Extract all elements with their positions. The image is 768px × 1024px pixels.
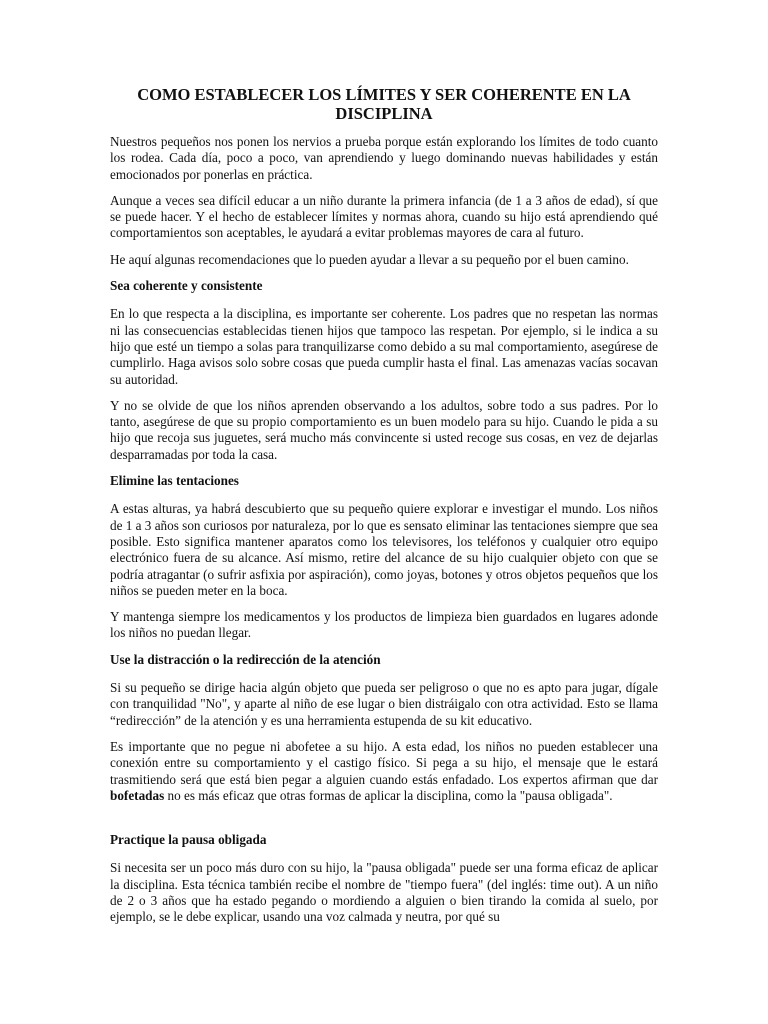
paragraph-text-before-bold: Es importante que no pegue ni abofetee a su hijo. A esta edad, los niños no pueden establecer una conexión entre su comportamiento y el castigo físico. Si pega a su hijo, el mensaje que le estará trasmitiendo será que está bien pegar a alguien cuando estás enfadado. Los expertos afirman que dar [110, 738, 658, 787]
section-heading-pausa-obligada: Practique la pausa obligada [110, 832, 267, 848]
section-tentaciones-paragraph-2: Y mantenga siempre los medicamentos y los productos de limpieza bien guardados en lugares adonde los niños no puedan llegar. [110, 609, 658, 641]
section-heading-coherente: Sea coherente y consistente [110, 278, 263, 294]
section-tentaciones-paragraph-1: A estas alturas, ya habrá descubierto que su pequeño quiere explorar e investigar el mundo. Los niños de 1 a 3 años son curiosos por naturaleza, por lo que es sensato eliminar las tentaciones siempre que sea posible. Esto significa mantener aparatos como los televisores, los teléfonos y cualquier otro equipo electrónico fuera de su alcance. Así mismo, retire del alcance de su hijo cualquier objeto con que se podría atragantar (o sufrir asfixia por aspiración), como joyas, botones y otros objetos pequeños que los niños se pueden meter en la boca. [110, 501, 658, 598]
intro-paragraph-2: Aunque a veces sea difícil educar a un niño durante la primera infancia (de 1 a 3 años de edad), sí que se puede hacer. Y el hecho de establecer límites y normas ahora, cuando su hijo está aprendiendo qué comportamientos son aceptables, le ayudará a evitar problemas mayores de cara al futuro. [110, 192, 658, 241]
section-heading-tentaciones: Elimine las tentaciones [110, 473, 239, 489]
section-distraccion-paragraph-2 [110, 739, 658, 804]
intro-paragraph-3: He aquí algunas recomendaciones que lo pueden ayudar a llevar a su pequeño por el buen camino. [110, 251, 629, 267]
section-pausa-paragraph-1: Si necesita ser un poco más duro con su hijo, la "pausa obligada" puede ser una forma eficaz de aplicar la disciplina. Esta técnica también recibe el nombre de "tiempo fuera" (del inglés: time out). A un niño de 2 o 3 años que ha estado pegando o mordiendo a alguien o bien tirando la comida al suelo, por ejemplo, se le debe explicar, usando una voz calmada y neutra, por qué su [110, 860, 658, 925]
bold-term-bofetadas: bofetadas [110, 787, 165, 803]
document-title: COMO ESTABLECER LOS LÍMITES Y SER COHERENTE EN LA DISCIPLINA [137, 85, 631, 123]
intro-paragraph-1: Nuestros pequeños nos ponen los nervios a prueba porque están explorando los límites de todo cuanto los rodea. Cada día, poco a poco, van aprendiendo y luego dominando nuevas habilidades y están emocionados por ponerlas en práctica. [110, 134, 658, 182]
section-distraccion-paragraph-1: Si su pequeño se dirige hacia algún objeto que pueda ser peligroso o que no es apto para jugar, dígale con tranquilidad "No", y aparte al niño de ese lugar o bien distráigalo con otra actividad. Esto se llama “redirección” de la atención y es una herramienta estupenda de su kit educativo. [110, 680, 658, 728]
section-coherente-paragraph-1: En lo que respecta a la disciplina, es importante ser coherente. Los padres que no respetan las normas ni las consecuencias establecidas tienen hijos que tampoco las respetan. Por ejemplo, si le indica a su hijo que esté un tiempo a solas para tranquilizarse como debido a su mal comportamiento, asegúrese de cumplirlo. Haga avisos solo sobre cosas que pueda cumplir hasta el final. Las amenazas vacías socavan su autoridad. [110, 306, 658, 387]
paragraph-text-after-bold: no es más eficaz que otras formas de aplicar la disciplina, como la "pausa obligada". [164, 787, 613, 803]
section-heading-distraccion: Use la distracción o la redirección de la atención [110, 651, 381, 667]
section-coherente-paragraph-2: Y no se olvide de que los niños aprenden observando a los adultos, sobre todo a sus padres. Por lo tanto, asegúrese de que su propio comportamiento es un buen modelo para su hijo. Cuando le pida a su hijo que recoja sus juguetes, será mucho más convincente si usted recoge sus cosas, en vez de dejarlas desparramadas por toda la casa. [110, 397, 658, 462]
